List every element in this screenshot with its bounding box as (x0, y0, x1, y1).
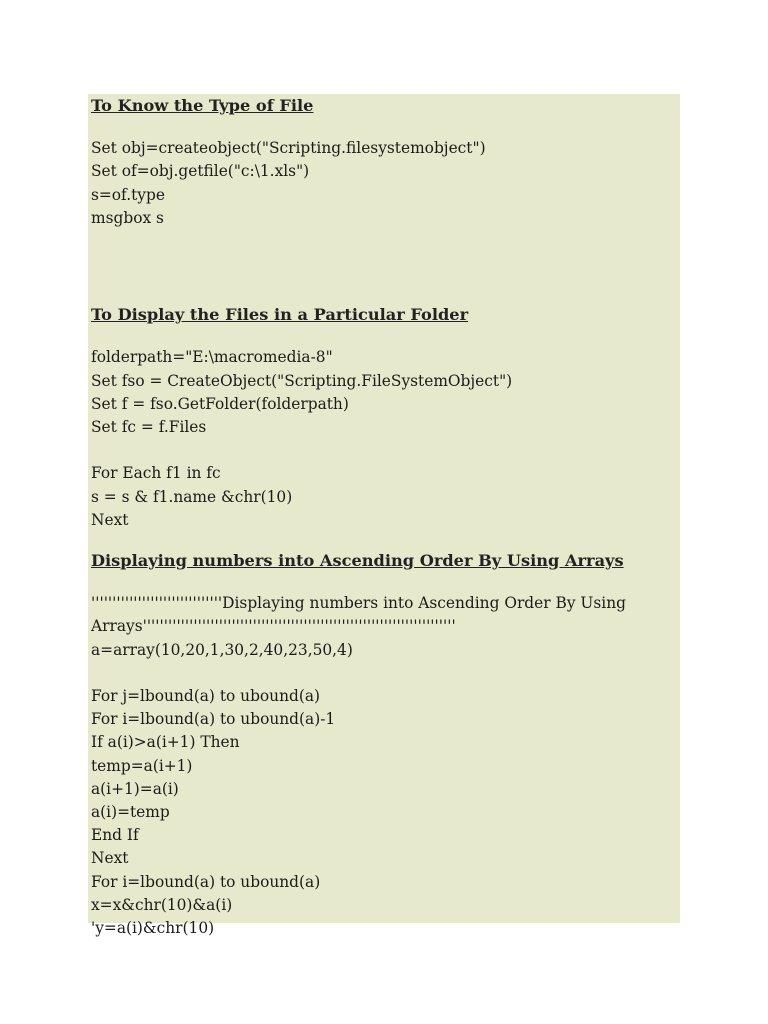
code-line-blank (91, 662, 671, 685)
code-line: folderpath="E:\macromedia-8" (91, 348, 333, 367)
section-heading-file-type: To Know the Type of File (91, 96, 314, 115)
code-line: For Each f1 in fc (91, 464, 221, 483)
code-comment-line: '''''''''''''''''''''''''''''''Displaying numbers into Ascending Order By Using (91, 594, 626, 613)
code-line: For j=lbound(a) to ubound(a) (91, 687, 321, 706)
code-line: s = s & f1.name &chr(10) (91, 487, 293, 506)
code-comment-line: Arrays'''''''''''''''''''''''''''''''''''''''''''''''''''''''''''''''''''''''''' (91, 617, 456, 636)
code-line: Set obj=createobject("Scripting.filesystemobject") (91, 139, 486, 158)
code-line: Next (91, 849, 129, 868)
code-line: Next (91, 510, 129, 529)
code-line: s=of.type (91, 185, 165, 204)
code-line: a=array(10,20,1,30,2,40,23,50,4) (91, 640, 353, 659)
code-line: For i=lbound(a) to ubound(a)-1 (91, 710, 336, 729)
code-line: Set fso = CreateObject("Scripting.FileSystemObject") (91, 371, 513, 390)
code-line: For i=lbound(a) to ubound(a) (91, 872, 321, 891)
code-line: Set fc = f.Files (91, 418, 207, 437)
code-line: msgbox s (91, 208, 164, 227)
code-line: x=x&chr(10)&a(i) (91, 895, 233, 914)
code-line: a(i+1)=a(i) (91, 779, 179, 798)
code-line: If a(i)>a(i+1) Then (91, 733, 240, 752)
code-line: Set of=obj.getfile("c:\1.xls") (91, 162, 310, 181)
code-line: 'y=a(i)&chr(10) (91, 919, 215, 938)
document-content (91, 94, 671, 940)
section-heading-ascending-order: Displaying numbers into Ascending Order By Using Arrays (91, 551, 624, 571)
code-line: Set f = fso.GetFolder(folderpath) (91, 394, 349, 413)
code-line: a(i)=temp (91, 803, 170, 822)
code-line-blank (91, 439, 671, 462)
code-line: temp=a(i+1) (91, 756, 193, 775)
section-heading-display-files: To Display the Files in a Particular Folder (91, 305, 469, 325)
code-line: End If (91, 826, 139, 845)
